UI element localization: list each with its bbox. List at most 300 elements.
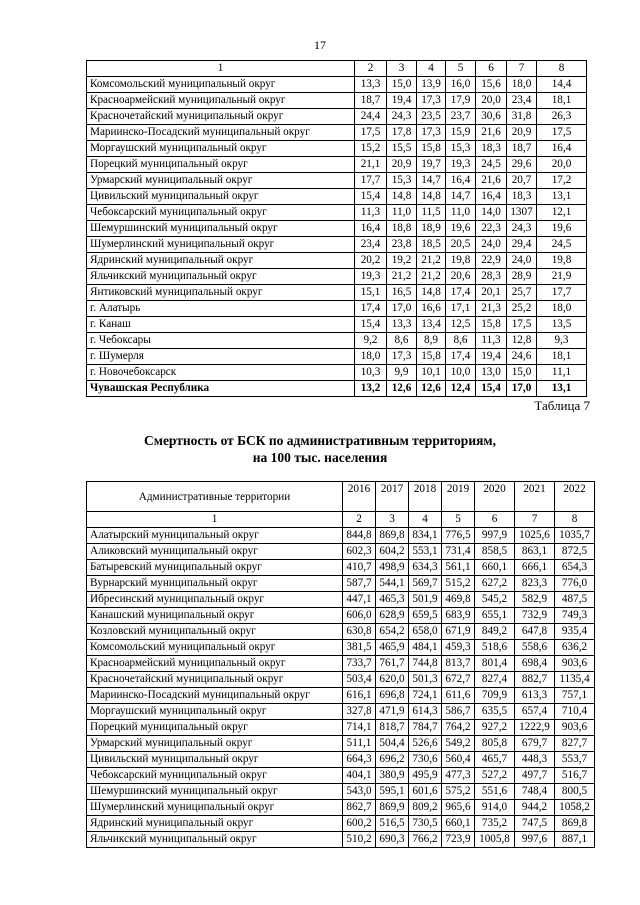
value-cell: 17,7 [537, 285, 587, 301]
value-cell: 15,4 [355, 189, 387, 205]
value-cell: 869,8 [555, 816, 595, 832]
value-cell: 1222,9 [515, 720, 555, 736]
table-row [87, 800, 595, 816]
value-cell: 14,8 [417, 285, 446, 301]
value-cell: 21,2 [417, 269, 446, 285]
value-cell: 761,7 [376, 656, 409, 672]
value-cell: 586,7 [442, 704, 475, 720]
value-cell: 1035,7 [555, 528, 595, 544]
value-cell: 664,3 [343, 752, 376, 768]
value-cell: 498,9 [376, 560, 409, 576]
value-cell: 601,6 [409, 784, 442, 800]
value-cell: 660,1 [475, 560, 515, 576]
value-cell: 657,4 [515, 704, 555, 720]
column-index-cell: 4 [417, 61, 446, 77]
territory-name: Красноармейский муниципальный округ [87, 656, 343, 672]
value-cell: 709,9 [475, 688, 515, 704]
total-value: 12,6 [387, 381, 417, 397]
territory-name: Моргаушский муниципальный округ [87, 141, 355, 157]
value-cell: 17,3 [387, 349, 417, 365]
value-cell: 749,3 [555, 608, 595, 624]
table-row [87, 592, 595, 608]
value-cell: 18,1 [537, 93, 587, 109]
value-cell: 465,7 [475, 752, 515, 768]
value-cell: 19,6 [446, 221, 476, 237]
value-cell: 545,2 [475, 592, 515, 608]
table-row [87, 816, 595, 832]
value-cell: 24,0 [507, 253, 537, 269]
value-cell: 776,5 [442, 528, 475, 544]
value-cell: 731,4 [442, 544, 475, 560]
table-row [87, 333, 587, 349]
value-cell: 24,4 [355, 109, 387, 125]
value-cell: 487,5 [555, 592, 595, 608]
value-cell: 818,7 [376, 720, 409, 736]
value-cell: 965,6 [442, 800, 475, 816]
value-cell: 14,7 [417, 173, 446, 189]
value-cell: 696,8 [376, 688, 409, 704]
value-cell: 23,4 [507, 93, 537, 109]
value-cell: 20,9 [387, 157, 417, 173]
value-cell: 660,1 [442, 816, 475, 832]
value-cell: 24,6 [507, 349, 537, 365]
value-cell: 20,5 [446, 237, 476, 253]
value-cell: 471,9 [376, 704, 409, 720]
value-cell: 11,5 [417, 205, 446, 221]
value-cell: 672,7 [442, 672, 475, 688]
value-cell: 17,8 [387, 125, 417, 141]
value-cell: 614,3 [409, 704, 442, 720]
value-cell: 404,1 [343, 768, 376, 784]
value-cell: 13,3 [355, 77, 387, 93]
year-header: 2021 [515, 482, 555, 512]
value-cell: 24,3 [507, 221, 537, 237]
value-cell: 882,7 [515, 672, 555, 688]
value-cell: 518,6 [475, 640, 515, 656]
total-value: 12,6 [417, 381, 446, 397]
value-cell: 935,4 [555, 624, 595, 640]
value-cell: 8,6 [446, 333, 476, 349]
value-cell: 1005,8 [475, 832, 515, 848]
table-row [87, 720, 595, 736]
territory-name: Красноармейский муниципальный округ [87, 93, 355, 109]
value-cell: 381,5 [343, 640, 376, 656]
table-row [87, 253, 587, 269]
value-cell: 15,8 [417, 141, 446, 157]
value-cell: 569,7 [409, 576, 442, 592]
value-cell: 15,0 [387, 77, 417, 93]
table-title-line-2: на 100 тыс. населения [252, 450, 388, 465]
value-cell: 558,6 [515, 640, 555, 656]
value-cell: 927,2 [475, 720, 515, 736]
page-number: 17 [314, 38, 326, 52]
table-row [87, 768, 595, 784]
value-cell: 553,1 [409, 544, 442, 560]
value-cell: 18,7 [355, 93, 387, 109]
value-cell: 17,5 [537, 125, 587, 141]
value-cell: 723,9 [442, 832, 475, 848]
value-cell: 732,9 [515, 608, 555, 624]
value-cell: 20,7 [507, 173, 537, 189]
value-cell: 22,9 [476, 253, 507, 269]
value-cell: 602,3 [343, 544, 376, 560]
value-cell: 25,7 [507, 285, 537, 301]
table-row [87, 141, 587, 157]
value-cell: 24,5 [476, 157, 507, 173]
value-cell: 627,2 [475, 576, 515, 592]
value-cell: 659,5 [409, 608, 442, 624]
value-cell: 757,1 [555, 688, 595, 704]
value-cell: 465,3 [376, 592, 409, 608]
value-cell: 9,2 [355, 333, 387, 349]
value-cell: 549,2 [442, 736, 475, 752]
year-header: 2020 [475, 482, 515, 512]
value-cell: 666,1 [515, 560, 555, 576]
table-row [87, 109, 587, 125]
territory-name: Красночетайский муниципальный округ [87, 672, 343, 688]
territory-name: Моргаушский муниципальный округ [87, 704, 343, 720]
value-cell: 10,3 [355, 365, 387, 381]
table-7-cvd-mortality [86, 481, 595, 848]
value-cell: 747,5 [515, 816, 555, 832]
value-cell: 616,1 [343, 688, 376, 704]
value-cell: 914,0 [475, 800, 515, 816]
value-cell: 730,6 [409, 752, 442, 768]
total-label: Чувашская Республика [87, 381, 355, 397]
territory-name: Яльчикский муниципальный округ [87, 832, 343, 848]
table-6-continuation [86, 60, 587, 397]
value-cell: 14,8 [387, 189, 417, 205]
value-cell: 730,5 [409, 816, 442, 832]
value-cell: 17,0 [387, 301, 417, 317]
value-cell: 448,3 [515, 752, 555, 768]
value-cell: 809,2 [409, 800, 442, 816]
value-cell: 724,1 [409, 688, 442, 704]
value-cell: 801,4 [475, 656, 515, 672]
value-cell: 515,2 [442, 576, 475, 592]
value-cell: 834,1 [409, 528, 442, 544]
territory-name: Порецкий муниципальный округ [87, 157, 355, 173]
value-cell: 15,6 [476, 77, 507, 93]
value-cell: 501,3 [409, 672, 442, 688]
territory-name: Батыревский муниципальный округ [87, 560, 343, 576]
column-index-row [87, 512, 595, 528]
value-cell: 17,5 [507, 317, 537, 333]
table-title [0, 432, 640, 466]
value-cell: 469,8 [442, 592, 475, 608]
table-label: Таблица 7 [534, 398, 590, 413]
value-cell: 714,1 [343, 720, 376, 736]
table-row [87, 285, 587, 301]
value-cell: 477,3 [442, 768, 475, 784]
total-value: 15,4 [476, 381, 507, 397]
value-cell: 671,9 [442, 624, 475, 640]
value-cell: 18,0 [507, 77, 537, 93]
value-cell: 636,2 [555, 640, 595, 656]
year-header: 2019 [442, 482, 475, 512]
value-cell: 23,7 [446, 109, 476, 125]
value-cell: 501,9 [409, 592, 442, 608]
value-cell: 28,3 [476, 269, 507, 285]
table-row [87, 544, 595, 560]
column-index-cell: 6 [475, 512, 515, 528]
table-row [87, 752, 595, 768]
value-cell: 766,2 [409, 832, 442, 848]
territory-name: Козловский муниципальный округ [87, 624, 343, 640]
value-cell: 869,8 [376, 528, 409, 544]
value-cell: 869,9 [376, 800, 409, 816]
value-cell: 658,0 [409, 624, 442, 640]
value-cell: 690,3 [376, 832, 409, 848]
value-cell: 805,8 [475, 736, 515, 752]
value-cell: 21,3 [476, 301, 507, 317]
value-cell: 17,7 [355, 173, 387, 189]
value-cell: 823,3 [515, 576, 555, 592]
value-cell: 872,5 [555, 544, 595, 560]
value-cell: 30,6 [476, 109, 507, 125]
territory-name: Канашский муниципальный округ [87, 608, 343, 624]
column-index-cell: 1 [87, 512, 343, 528]
value-cell: 18,8 [387, 221, 417, 237]
column-index-cell: 7 [515, 512, 555, 528]
table-total-row [87, 381, 587, 397]
value-cell: 849,2 [475, 624, 515, 640]
value-cell: 764,2 [442, 720, 475, 736]
year-header: 2016 [343, 482, 376, 512]
value-cell: 944,2 [515, 800, 555, 816]
value-cell: 1135,4 [555, 672, 595, 688]
territory-name: г. Алатырь [87, 301, 355, 317]
value-cell: 447,1 [343, 592, 376, 608]
value-cell: 813,7 [442, 656, 475, 672]
value-cell: 19,3 [355, 269, 387, 285]
table-row [87, 237, 587, 253]
column-index-cell: 3 [376, 512, 409, 528]
table-row [87, 125, 587, 141]
value-cell: 784,7 [409, 720, 442, 736]
value-cell: 15,1 [355, 285, 387, 301]
value-cell: 20,0 [537, 157, 587, 173]
value-cell: 24,5 [537, 237, 587, 253]
territory-name: Мариинско-Посадский муниципальный округ [87, 125, 355, 141]
value-cell: 21,9 [537, 269, 587, 285]
value-cell: 19,4 [476, 349, 507, 365]
territory-name: г. Канаш [87, 317, 355, 333]
total-value: 12,4 [446, 381, 476, 397]
value-cell: 544,1 [376, 576, 409, 592]
value-cell: 15,4 [355, 317, 387, 333]
value-cell: 484,1 [409, 640, 442, 656]
value-cell: 17,9 [446, 93, 476, 109]
value-cell: 19,8 [446, 253, 476, 269]
value-cell: 25,2 [507, 301, 537, 317]
territory-name: г. Чебоксары [87, 333, 355, 349]
territory-name: Комсомольский муниципальный округ [87, 640, 343, 656]
value-cell: 16,4 [355, 221, 387, 237]
value-cell: 800,5 [555, 784, 595, 800]
value-cell: 827,7 [555, 736, 595, 752]
value-cell: 14,7 [446, 189, 476, 205]
table-row [87, 624, 595, 640]
value-cell: 15,5 [387, 141, 417, 157]
table-row [87, 784, 595, 800]
value-cell: 21,6 [476, 173, 507, 189]
value-cell: 13,5 [537, 317, 587, 333]
territory-name: Урмарский муниципальный округ [87, 736, 343, 752]
value-cell: 733,7 [343, 656, 376, 672]
value-cell: 997,6 [515, 832, 555, 848]
territory-name: Красночетайский муниципальный округ [87, 109, 355, 125]
value-cell: 15,8 [417, 349, 446, 365]
value-cell: 510,2 [343, 832, 376, 848]
value-cell: 679,7 [515, 736, 555, 752]
value-cell: 24,3 [387, 109, 417, 125]
value-cell: 23,5 [417, 109, 446, 125]
value-cell: 21,1 [355, 157, 387, 173]
value-cell: 776,0 [555, 576, 595, 592]
value-cell: 887,1 [555, 832, 595, 848]
column-index-cell: 3 [387, 61, 417, 77]
value-cell: 683,9 [442, 608, 475, 624]
value-cell: 21,2 [417, 253, 446, 269]
table-row [87, 93, 587, 109]
value-cell: 587,7 [343, 576, 376, 592]
value-cell: 18,0 [355, 349, 387, 365]
total-value: 13,2 [355, 381, 387, 397]
value-cell: 10,1 [417, 365, 446, 381]
table-row [87, 608, 595, 624]
value-cell: 497,7 [515, 768, 555, 784]
value-cell: 611,6 [442, 688, 475, 704]
value-cell: 628,9 [376, 608, 409, 624]
value-cell: 553,7 [555, 752, 595, 768]
value-cell: 16,0 [446, 77, 476, 93]
table-row [87, 528, 595, 544]
value-cell: 504,4 [376, 736, 409, 752]
value-cell: 20,9 [507, 125, 537, 141]
value-cell: 17,4 [446, 285, 476, 301]
value-cell: 410,7 [343, 560, 376, 576]
territory-name: Ибресинский муниципальный округ [87, 592, 343, 608]
value-cell: 654,2 [376, 624, 409, 640]
value-cell: 17,1 [446, 301, 476, 317]
value-cell: 18,9 [417, 221, 446, 237]
value-cell: 17,5 [355, 125, 387, 141]
value-cell: 735,2 [475, 816, 515, 832]
value-cell: 17,3 [417, 93, 446, 109]
value-cell: 516,5 [376, 816, 409, 832]
table-row [87, 656, 595, 672]
value-cell: 858,5 [475, 544, 515, 560]
table-row [87, 269, 587, 285]
value-cell: 29,4 [507, 237, 537, 253]
value-cell: 863,1 [515, 544, 555, 560]
value-cell: 327,8 [343, 704, 376, 720]
value-cell: 15,0 [507, 365, 537, 381]
value-cell: 613,3 [515, 688, 555, 704]
value-cell: 17,4 [355, 301, 387, 317]
table-row [87, 672, 595, 688]
value-cell: 9,3 [537, 333, 587, 349]
table-row [87, 173, 587, 189]
value-cell: 11,0 [387, 205, 417, 221]
year-header: 2022 [555, 482, 595, 512]
value-cell: 13,4 [417, 317, 446, 333]
value-cell: 655,1 [475, 608, 515, 624]
table-header-row [87, 61, 587, 77]
value-cell: 11,3 [355, 205, 387, 221]
value-cell: 11,0 [446, 205, 476, 221]
value-cell: 18,3 [507, 189, 537, 205]
value-cell: 21,2 [387, 269, 417, 285]
column-index-cell: 6 [476, 61, 507, 77]
year-header: 2017 [376, 482, 409, 512]
territory-name: Комсомольский муниципальный округ [87, 77, 355, 93]
table-row [87, 77, 587, 93]
territory-name: Цивильский муниципальный округ [87, 752, 343, 768]
column-index-cell: 1 [87, 61, 355, 77]
territory-name: Ядринский муниципальный округ [87, 816, 343, 832]
value-cell: 10,0 [446, 365, 476, 381]
value-cell: 543,0 [343, 784, 376, 800]
territory-name: Шемуршинский муниципальный округ [87, 784, 343, 800]
value-cell: 503,4 [343, 672, 376, 688]
territory-name: Вурнарский муниципальный округ [87, 576, 343, 592]
value-cell: 18,1 [537, 349, 587, 365]
value-cell: 465,9 [376, 640, 409, 656]
value-cell: 23,4 [355, 237, 387, 253]
table-row [87, 221, 587, 237]
value-cell: 13,9 [417, 77, 446, 93]
value-cell: 516,7 [555, 768, 595, 784]
value-cell: 15,3 [446, 141, 476, 157]
table-row [87, 301, 587, 317]
value-cell: 18,7 [507, 141, 537, 157]
value-cell: 13,3 [387, 317, 417, 333]
value-cell: 827,4 [475, 672, 515, 688]
value-cell: 17,3 [417, 125, 446, 141]
value-cell: 1058,2 [555, 800, 595, 816]
value-cell: 15,2 [355, 141, 387, 157]
value-cell: 620,0 [376, 672, 409, 688]
table-title-line-1: Смертность от БСК по административным территориям, [144, 433, 496, 448]
column-index-cell: 8 [537, 61, 587, 77]
value-cell: 15,3 [387, 173, 417, 189]
value-cell: 21,6 [476, 125, 507, 141]
value-cell: 26,3 [537, 109, 587, 125]
territory-name: Мариинско-Посадский муниципальный округ [87, 688, 343, 704]
value-cell: 11,1 [537, 365, 587, 381]
value-cell: 844,8 [343, 528, 376, 544]
value-cell: 19,2 [387, 253, 417, 269]
value-cell: 380,9 [376, 768, 409, 784]
value-cell: 561,1 [442, 560, 475, 576]
value-cell: 634,3 [409, 560, 442, 576]
value-cell: 19,8 [537, 253, 587, 269]
territory-name: Урмарский муниципальный округ [87, 173, 355, 189]
value-cell: 595,1 [376, 784, 409, 800]
value-cell: 635,5 [475, 704, 515, 720]
value-cell: 16,6 [417, 301, 446, 317]
value-cell: 20,1 [476, 285, 507, 301]
value-cell: 9,9 [387, 365, 417, 381]
territory-name: Шумерлинский муниципальный округ [87, 800, 343, 816]
value-cell: 997,9 [475, 528, 515, 544]
table-row [87, 640, 595, 656]
value-cell: 29,6 [507, 157, 537, 173]
table-row [87, 349, 587, 365]
value-cell: 744,8 [409, 656, 442, 672]
